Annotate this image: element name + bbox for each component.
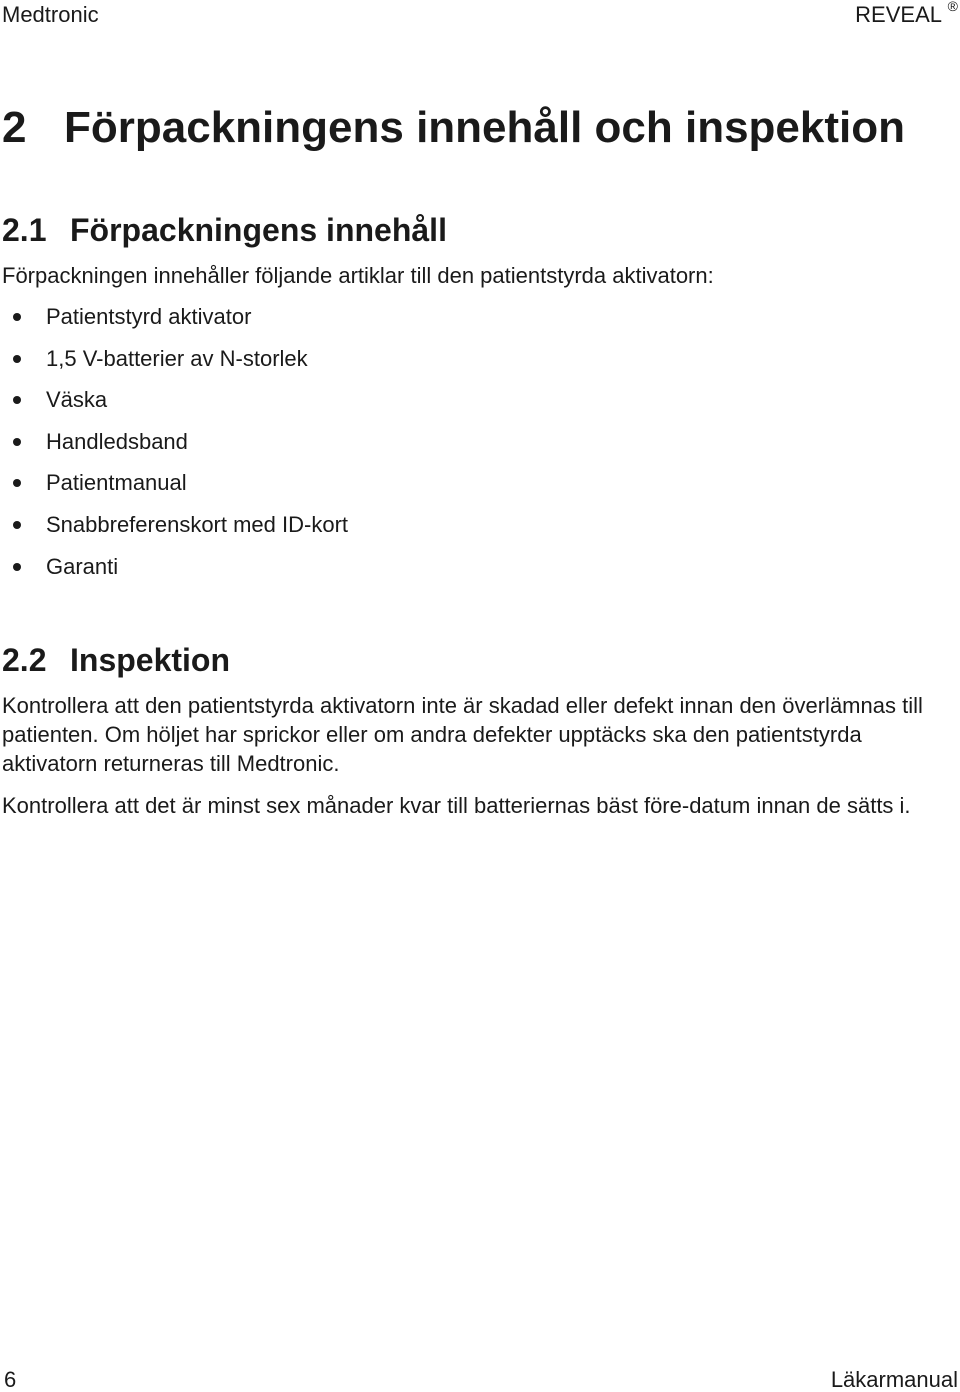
bullet-icon [13, 563, 21, 571]
list-item-label: Snabbreferenskort med ID-kort [46, 511, 349, 537]
header-product: REVEAL [855, 2, 942, 27]
contents-intro: Förpackningen innehåller följande artiklar till den patientstyrda aktivatorn: [2, 263, 714, 288]
list-item [0, 468, 348, 510]
list-item-label: Väska [46, 387, 108, 413]
bullet-icon [13, 355, 21, 363]
section-heading-contents [2, 210, 447, 250]
section-number: 2.1 [2, 212, 47, 248]
battery-paragraph: Kontrollera att det är minst sex månader kvar till batteriernas bäst före-datum innan de sätts i. [2, 793, 911, 818]
list-item [0, 510, 348, 552]
bullet-icon [13, 521, 21, 529]
section-title: Inspektion [70, 642, 231, 678]
chapter-heading [2, 100, 905, 156]
list-item [0, 427, 348, 469]
footer-manual-name: Läkarmanual [830, 1367, 958, 1392]
section-number: 2.2 [2, 642, 47, 678]
bullet-icon [13, 479, 21, 487]
list-item-label: 1,5 V-batterier av N-storlek [46, 345, 308, 371]
list-item-label: Patientmanual [46, 470, 187, 496]
header-company: Medtronic [2, 2, 99, 27]
contents-list [0, 302, 348, 593]
section-heading-inspection [2, 640, 230, 680]
bullet-icon [13, 438, 21, 446]
section-title: Förpackningens innehåll [70, 212, 447, 248]
inspection-paragraph: Kontrollera att den patientstyrda aktivatorn inte är skadad eller defekt innan den överlämnas till patienten. Om höljet har sprickor eller om andra defekter upptäcks ska den patientstyrda aktivatorn returneras till Medtronic. [2, 693, 923, 776]
bullet-icon [13, 396, 21, 404]
bullet-icon [13, 313, 21, 321]
list-item-label: Patientstyrd aktivator [46, 304, 252, 329]
chapter-number: 2 [2, 103, 27, 152]
chapter-title: Förpackningens innehåll och inspektion [64, 103, 906, 152]
list-item [0, 344, 348, 386]
list-item-label: Handledsband [46, 428, 188, 454]
list-item-label: Garanti [46, 553, 119, 579]
list-item [0, 302, 348, 344]
list-item [0, 552, 348, 594]
registered-mark: ® [947, 0, 958, 14]
page-number: 6 [4, 1367, 17, 1392]
list-item [0, 385, 348, 427]
